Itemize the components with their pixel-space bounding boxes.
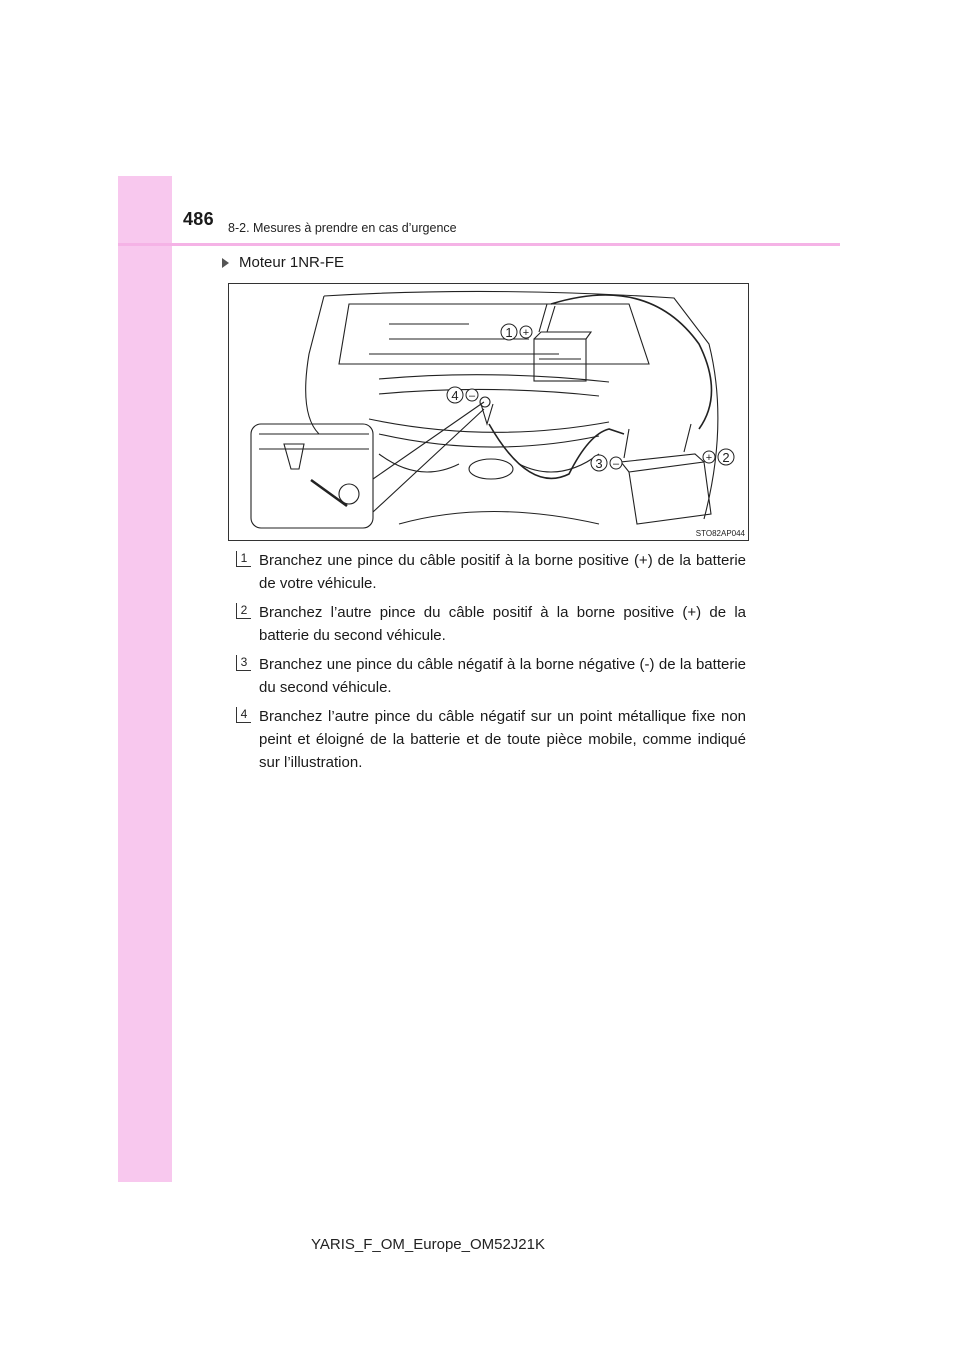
battery-1-top: [534, 332, 591, 339]
svg-text:3: 3: [595, 456, 603, 471]
step-text: Branchez une pince du câble négatif à la borne négative (-) de la batterie du second véhicule.: [259, 656, 746, 696]
subhead-text: Moteur 1NR-FE: [239, 254, 345, 271]
step-item: [236, 653, 746, 699]
inset-bracket: [284, 444, 304, 469]
step-number: 4: [236, 707, 251, 723]
svg-text:2: 2: [722, 450, 730, 465]
figure-code: STO82AP044: [695, 529, 745, 538]
callout-3: [591, 455, 622, 471]
clamps-battery-2: [624, 424, 691, 458]
battery-1-body: [534, 339, 586, 381]
svg-text:1: 1: [505, 325, 513, 340]
page-number: 486: [183, 209, 214, 229]
callout-2: [703, 449, 734, 465]
svg-text:4: 4: [451, 388, 459, 403]
step-number: 1: [236, 551, 251, 567]
radiator-line: [379, 389, 599, 396]
svg-text:–: –: [468, 390, 476, 402]
grille-top: [369, 419, 609, 432]
inset-leader: [373, 402, 484, 512]
clamp-positive-1: [539, 304, 555, 332]
steps-list: [236, 549, 746, 780]
hood-outline: [324, 291, 718, 519]
svg-text:+: +: [705, 452, 713, 464]
step-item: [236, 549, 746, 595]
inset-lines: [259, 434, 369, 449]
jump-start-diagram: [229, 284, 749, 541]
subhead: [222, 254, 344, 271]
section-title: 8-2. Mesures à prendre en cas d’urgence: [228, 221, 457, 235]
inset-arrow: [311, 480, 347, 506]
svg-text:–: –: [612, 458, 620, 470]
step-text: Branchez l’autre pince du câble négatif sur un point métallique fixe non peint et éloigné de la batterie et de toute pièce mobile, comme indiqué sur l’illustration.: [259, 708, 746, 771]
triangle-bullet-icon: [222, 258, 229, 268]
fender-left: [306, 296, 324, 434]
bumper-bottom: [399, 512, 599, 525]
footer-code: YARIS_F_OM_Europe_OM52J21K: [311, 1236, 546, 1253]
grille-mid: [379, 434, 599, 447]
header-rule: [118, 243, 840, 246]
svg-text:+: +: [522, 327, 530, 339]
side-band: [118, 176, 172, 1182]
battery-2-top: [621, 454, 704, 472]
engine-illustration: [228, 283, 749, 541]
step-item: [236, 705, 746, 774]
step-text: Branchez une pince du câble positif à la borne positive (+) de la batterie de votre véhicule.: [259, 552, 746, 592]
step-text: Branchez l’autre pince du câble positif à la borne positive (+) de la batterie du second véhicule.: [259, 604, 746, 644]
engine-cover: [339, 304, 649, 364]
step-item: [236, 601, 746, 647]
step-number: 2: [236, 603, 251, 619]
emblem: [469, 459, 513, 479]
step-number: 3: [236, 655, 251, 671]
battery-2-body: [629, 462, 711, 524]
inset-frame: [251, 424, 373, 528]
grille-swoosh: [379, 454, 599, 472]
callout-1: [501, 324, 532, 340]
